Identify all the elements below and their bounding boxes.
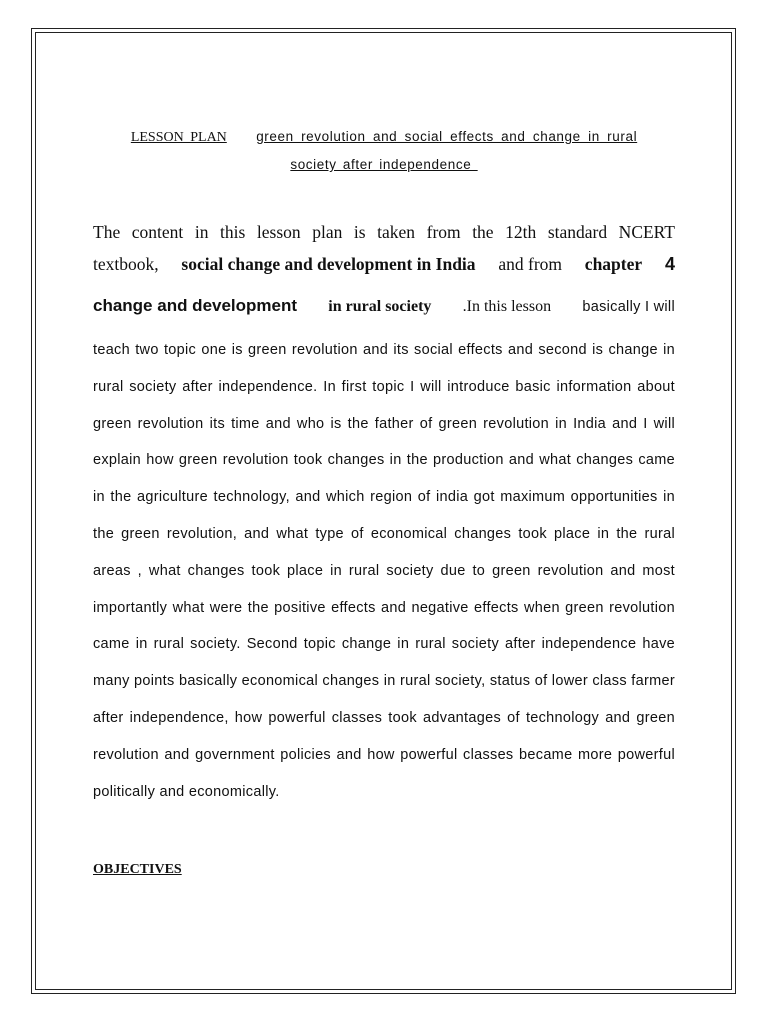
intro-chapter-title-cont: in rural society [328, 298, 432, 315]
title-text-line-2: society after independence [290, 157, 478, 172]
intro-line-2 [93, 252, 675, 276]
title-line-2 [93, 156, 675, 174]
intro-in-this-lesson: .In this lesson [462, 298, 552, 315]
intro-chapter-title: change and development [93, 296, 298, 315]
intro-line-1: The content in this lesson plan is taken from the 12th standard NCERT [93, 222, 675, 242]
intro-chapter-number: 4 [664, 254, 675, 274]
objectives-heading: OBJECTIVES [93, 862, 182, 877]
intro-book-title: social change and development in India [181, 254, 476, 274]
intro-chapter-word: chapter [584, 254, 643, 274]
title-label: LESSON PLAN [130, 130, 227, 145]
body-paragraph: teach two topic one is green revolution and its social effects and second is change in rural society after independence. In first topic I will introduce basic information about green revolution its time and who is the father of green revolution in India and I will explain how green revolution took changes in the production and what changes came in the agriculture technology, and which region of india got maximum opportunities in the green revolution, and what type of economical changes took place in the rural areas , what changes took place in rural society due to green revolution and most importantly what were the positive effects and negative effects when green revolution came in rural society. Second topic change in rural society after independence have many points basically economical changes in rural society, status of lower class farmer after independence, how powerful classes took advantages of technology and green revolution and government policies and how powerful classes became more powerful politically and economically. [93, 342, 675, 800]
title-line-1 [93, 128, 675, 147]
intro-and-from: and from [498, 254, 563, 274]
title-text-line-1: green revolution and social effects and change in rural [256, 129, 638, 144]
intro-basically: basically I will [582, 299, 675, 315]
intro-line-3 [93, 294, 675, 319]
intro-textbook: textbook, [93, 254, 159, 274]
lesson-title [93, 128, 675, 174]
